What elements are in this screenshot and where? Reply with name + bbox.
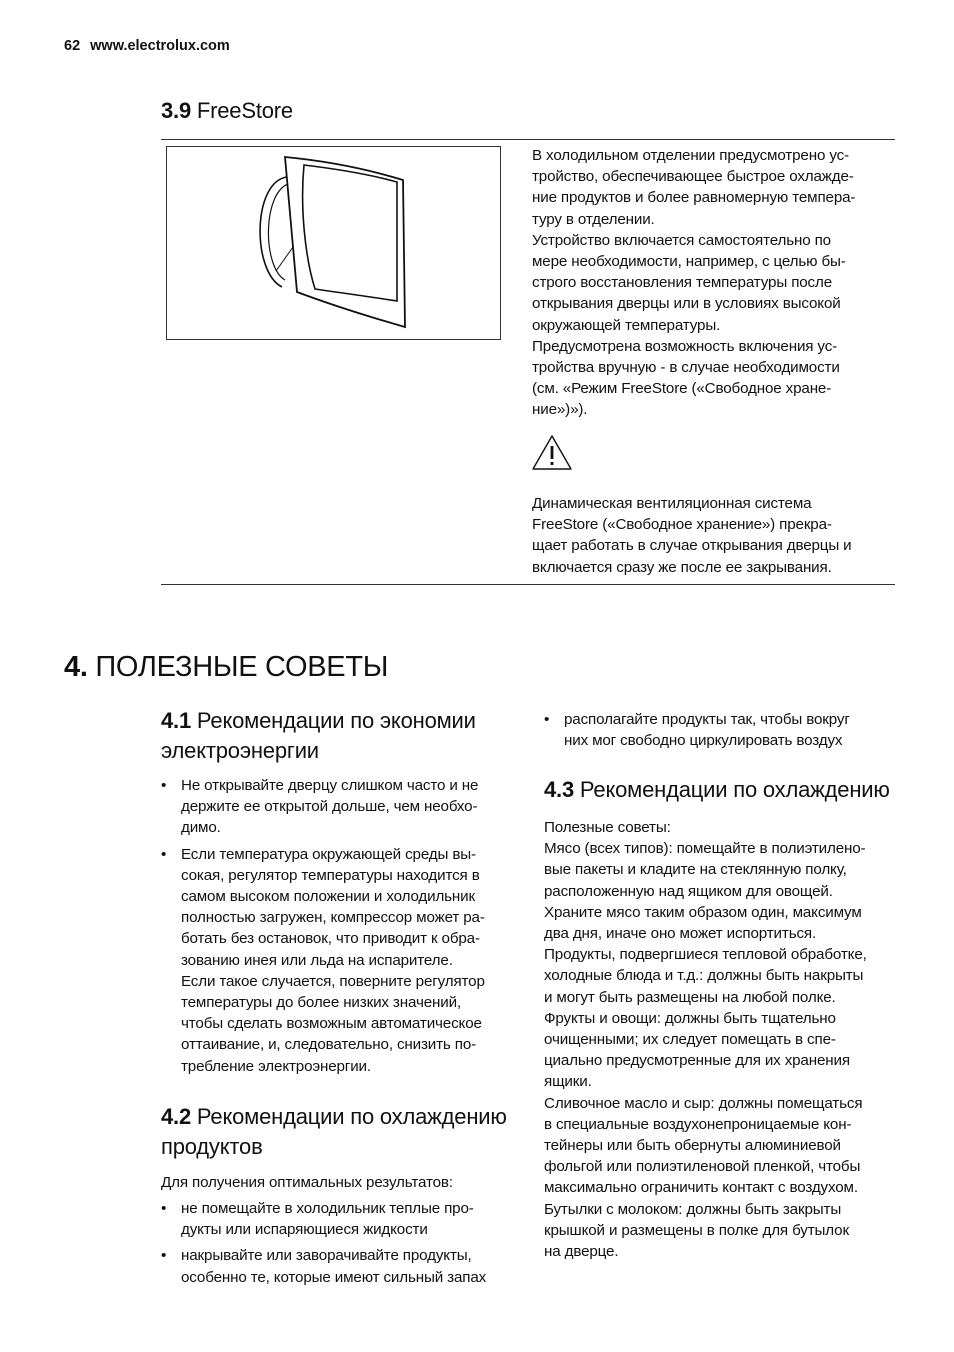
- section-number: 4.3: [544, 777, 574, 802]
- text-line: FreeStore («Свободное хранение») прекра-: [532, 516, 832, 534]
- text-line: самом высоком положении и холодильник: [181, 888, 476, 906]
- text-line: мере необходимости, например, с целью бы-: [532, 253, 846, 271]
- section-4-2-title: [161, 1102, 507, 1162]
- text-line: Если такое случается, поверните регулятор: [181, 972, 485, 990]
- list-item: [161, 1198, 521, 1240]
- section-4-3-text: [544, 817, 904, 1262]
- text-line: Фрукты и овощи: должны быть тщательно: [544, 1009, 836, 1027]
- text-line: оттаивание, и, следовательно, снизить по-: [181, 1036, 477, 1054]
- section-4-1-list: [161, 775, 521, 1082]
- text-line: фольгой или полиэтиленовой пленкой, чтобы: [544, 1158, 861, 1176]
- text-line: окружающей температуры.: [532, 316, 721, 334]
- text-line: Бутылки с молоком: должны быть закрыты: [544, 1200, 842, 1218]
- text-line: В холодильном отделении предусмотрено ус-: [532, 147, 849, 164]
- text-line: • Если температура окружающей среды вы-: [181, 845, 476, 863]
- text-line: • располагайте продукты так, чтобы вокруг: [564, 711, 850, 728]
- text-line: них мог свободно циркулировать воздух: [564, 732, 843, 750]
- text-line: строго восстановления температуры после: [532, 274, 833, 292]
- text-line: особенно те, которые имеют сильный запах: [181, 1268, 487, 1286]
- section-4-2-list-continued: [544, 709, 904, 756]
- text-line: ботать без остановок, что приводит к обра-: [181, 930, 480, 948]
- site-url: www.electrolux.com: [90, 38, 230, 54]
- text-line: расположенную над ящиком для овощей.: [544, 882, 833, 900]
- text-line: тейнеры или быть обернуты алюминиевой: [544, 1137, 841, 1155]
- title-line: Рекомендации по экономии: [196, 708, 476, 733]
- text-line: • Не открывайте дверцу слишком часто и не: [181, 777, 479, 794]
- text-line: тройства вручную - в случае необходимости: [532, 359, 840, 377]
- section-3-9-title: [161, 96, 293, 126]
- title-line: Рекомендации по охлаждению: [196, 1104, 507, 1129]
- text-line: сокая, регулятор температуры находится в: [181, 866, 480, 884]
- section-bottom-rule: [161, 584, 895, 585]
- text-line: крышкой и размещены в полке для бутылок: [544, 1221, 849, 1239]
- text-line: максимально ограничить контакт с воздухом.: [544, 1179, 858, 1197]
- text-line: тройство, обеспечивающее быстрое охлажде-: [532, 168, 854, 186]
- text-line: (см. «Режим FreeStore («Свободное хране-: [532, 380, 832, 398]
- text-line: и могут быть размещены на любой полке.: [544, 988, 836, 1006]
- text-line: Предусмотрена возможность включения ус-: [532, 337, 838, 355]
- text-line: включается сразу же после ее закрывания.: [532, 558, 832, 576]
- section-4-1-title: [161, 706, 476, 766]
- text-line: вые пакеты и кладите на стеклянную полку,: [544, 861, 847, 879]
- list-item: [161, 1245, 521, 1287]
- text-line: туру в отделении.: [532, 210, 655, 228]
- section-number: 4.2: [161, 1104, 191, 1129]
- text-line: два дня, иначе оно может испортиться.: [544, 925, 817, 943]
- chapter-title-text: ПОЛЕЗНЫЕ СОВЕТЫ: [95, 651, 389, 683]
- page-number: 62: [64, 38, 81, 54]
- warning-text: [532, 493, 892, 578]
- warning-triangle-icon: [531, 434, 573, 477]
- text-line: в специальные воздухонепроницаемые кон-: [544, 1115, 852, 1133]
- text-line: полностью загружен, компрессор может ра-: [181, 909, 485, 927]
- title-line: продуктов: [161, 1134, 263, 1159]
- section-number: 4.1: [161, 708, 191, 733]
- chapter-title: [64, 651, 388, 684]
- text-line: ние продуктов и более равномерную темпера-: [532, 189, 856, 207]
- text-line: дукты или испаряющиеся жидкости: [181, 1221, 428, 1239]
- section-4-3-title: [544, 775, 890, 805]
- text-line: Мясо (всех типов): помещайте в полиэтилено-: [544, 840, 866, 858]
- freestore-figure: [166, 146, 501, 340]
- section-3-9-text: [532, 145, 892, 421]
- text-line: требление электроэнергии.: [181, 1057, 371, 1075]
- text-line: • накрывайте или заворачивайте продукты,: [181, 1247, 472, 1265]
- list-item: [161, 844, 521, 1077]
- text-line: открывания дверцы или в условиях высокой: [532, 295, 841, 313]
- list-item: [544, 709, 904, 751]
- text-line: Храните мясо таким образом один, максимум: [544, 903, 862, 921]
- text-line: на дверце.: [544, 1243, 619, 1261]
- section-number: 3.9: [161, 98, 191, 123]
- text-line: димо.: [181, 819, 221, 837]
- page-header: [64, 38, 230, 54]
- section-top-rule: [161, 139, 895, 140]
- list-item: [161, 775, 521, 839]
- text-line: чтобы сделать возможным автоматическое: [181, 1015, 482, 1033]
- text-line: холодные блюда и т.д.: должны быть накрыты: [544, 967, 864, 985]
- section-4-2-list: [161, 1198, 521, 1293]
- freestore-fan-illustration: [167, 147, 500, 339]
- title-line: электроэнергии: [161, 738, 319, 763]
- section-4-2-intro: Для получения оптимальных результатов:: [161, 1174, 453, 1191]
- text-line: циально предусмотренные для их хранения: [544, 1052, 850, 1070]
- text-line: Устройство включается самостоятельно по: [532, 231, 831, 249]
- text-line: температуры до более низких значений,: [181, 994, 461, 1012]
- text-line: ние»)»).: [532, 401, 588, 419]
- text-line: ящики.: [544, 1073, 592, 1091]
- text-line: держите ее открытой дольше, чем необхо-: [181, 798, 478, 816]
- section-title: Рекомендации по охлаждению: [579, 777, 890, 802]
- text-line: щает работать в случае открывания дверцы и: [532, 537, 852, 555]
- text-line: Полезные советы:: [544, 819, 671, 836]
- text-line: Сливочное масло и сыр: должны помещаться: [544, 1094, 863, 1112]
- text-line: Динамическая вентиляционная система: [532, 495, 812, 512]
- text-line: зованию инея или льда на испарителе.: [181, 951, 453, 969]
- text-line: Продукты, подвергшиеся тепловой обработке,: [544, 946, 867, 964]
- text-line: • не помещайте в холодильник теплые про-: [181, 1200, 474, 1217]
- text-line: очищенными; их следует помещать в спе-: [544, 1031, 836, 1049]
- chapter-number: 4.: [64, 651, 88, 683]
- section-title: FreeStore: [196, 98, 293, 123]
